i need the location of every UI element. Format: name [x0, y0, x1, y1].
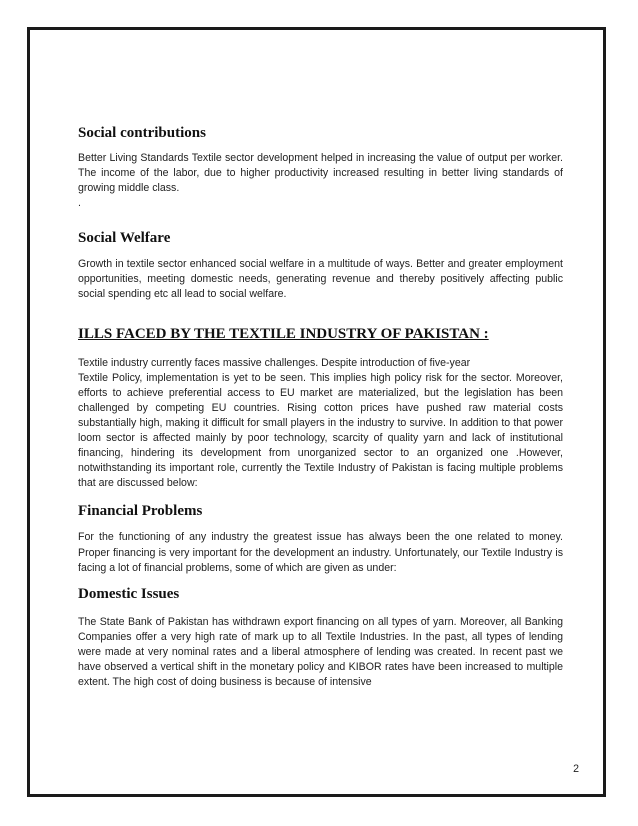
trailing-dot: . — [78, 197, 81, 210]
paragraph-financial-problems: For the functioning of any industry the greatest issue has always been the one related to money. Proper financing is very important for the development an industry. Unfortunately, our Textile Industry is facing a lot of financial problems, some of which are given as under: — [78, 531, 563, 574]
heading-domestic-issues: Domestic Issues — [78, 585, 180, 602]
paragraph-domestic-issues: The State Bank of Pakistan has withdrawn export financing on all types of yarn. Moreover, all Banking Companies offer a very high rate of mark up to all Textile Industries. In the past, all types of lending were made at very nominal rates and a liberal atmosphere of lending was created. In recent past we have observed a vertical shift in the monetary policy and KIBOR rates have been increased to multiple extent. The high cost of doing business is because of intensive — [78, 615, 563, 689]
heading-social-contributions: Social contributions — [78, 125, 206, 141]
paragraph-ills-first-line: Textile industry currently faces massive challenges. Despite introduction of five-year — [78, 356, 471, 369]
document-body — [78, 125, 563, 690]
page-number: 2 — [573, 763, 579, 775]
heading-financial-problems: Financial Problems — [78, 503, 203, 520]
paragraph-social-contributions: Better Living Standards Textile sector development helped in increasing the value of output per worker. The income of the labor, due to higher productivity increased resulting in better living standards of growing middle class. — [78, 152, 563, 195]
heading-social-welfare: Social Welfare — [78, 230, 171, 247]
paragraph-social-welfare: Growth in textile sector enhanced social welfare in a multitude of ways. Better and greater employment opportunities, meeting domestic needs, generating revenue and thereby positively affecting public social spending etc all lead to social welfare. — [78, 258, 563, 301]
paragraph-ills: Textile Policy, implementation is yet to be seen. This implies high policy risk for the sector. Moreover, efforts to achieve preferential access to EU market are materialized, but the legislation has been challenged by competing EU countries. Rising cotton prices have pushed raw material costs substantially high, making it difficult for small players in the industry to survive. In addition to that power loom sector is affected mainly by poor technology, scarcity of quality yarn and lack of institutional financing, hindering its development from unorganized sector to an organized one .However, notwithstanding its important role, currently the Textile Industry of Pakistan is facing multiple problems that are discussed below: — [78, 371, 563, 490]
heading-ills-faced: ILLS FACED BY THE TEXTILE INDUSTRY OF PAKISTAN : — [78, 325, 489, 342]
